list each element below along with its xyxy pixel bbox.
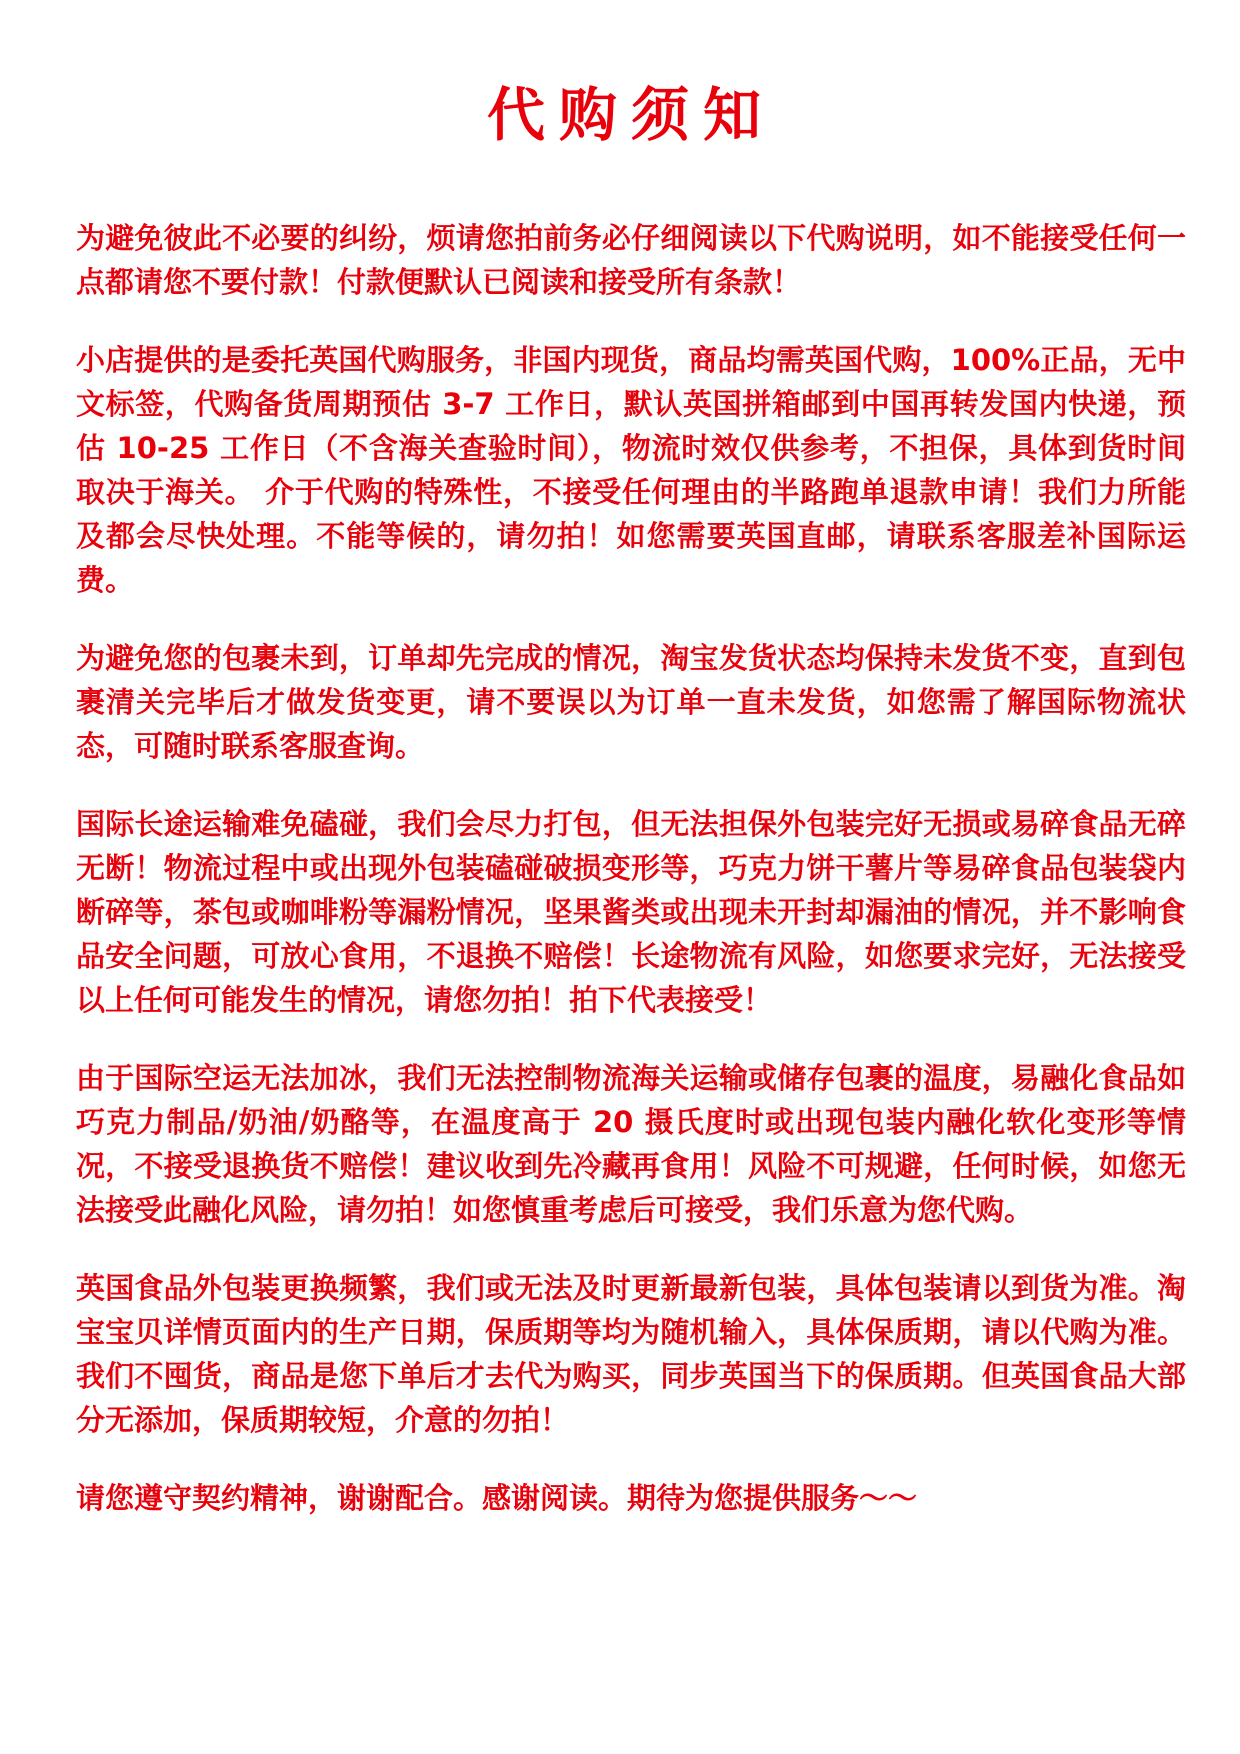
paragraph-closing: 请您遵守契约精神，谢谢配合。感谢阅读。期待为您提供服务～～ bbox=[76, 1481, 918, 1515]
paragraph-melting-risk: 由于国际空运无法加冰，我们无法控制物流海关运输或储存包裹的温度，易融化食品如巧克力制品/奶油/奶酪等，在温度高于 20 摄氏度时或出现包装内融化软化变形等情况，不接受退换货不赔偿！建议收到先冷藏再食用！风险不可规避，任何时候，如您无法接受此融化风险，请勿拍！如您慎重考虑后可接受，我们乐意为您代购。 bbox=[76, 1061, 1186, 1227]
paragraph-packaging-expiry: 英国食品外包装更换频繁，我们或无法及时更新最新包装，具体包装请以到货为准。淘宝宝贝详情页面内的生产日期，保质期等均为随机输入，具体保质期，请以代购为准。我们不囤货，商品是您下单后才去代为购买，同步英国当下的保质期。但英国食品大部分无添加，保质期较短，介意的勿拍！ bbox=[76, 1271, 1186, 1437]
paragraph-intro: 为避免彼此不必要的纠纷，烦请您拍前务必仔细阅读以下代购说明，如不能接受任何一点都请您不要付款！付款便默认已阅读和接受所有条款！ bbox=[76, 221, 1186, 299]
page-title: 代购须知 bbox=[486, 81, 775, 149]
paragraph-shipping-status: 为避免您的包裹未到，订单却先完成的情况，淘宝发货状态均保持未发货不变，直到包裹清关完毕后才做发货变更，请不要误以为订单一直未发货，如您需了解国际物流状态，可随时联系客服查询。 bbox=[76, 641, 1186, 763]
paragraph-transport-damage: 国际长途运输难免磕碰，我们会尽力打包，但无法担保外包装完好无损或易碎食品无碎无断！物流过程中或出现外包装磕碰破损变形等，巧克力饼干薯片等易碎食品包装袋内断碎等，茶包或咖啡粉等漏粉情况，坚果酱类或出现未开封却漏油的情况，并不影响食品安全问题，可放心食用，不退换不赔偿！长途物流有风险，如您要求完好，无法接受以上任何可能发生的情况，请您勿拍！拍下代表接受！ bbox=[76, 807, 1186, 1017]
paragraph-service: 小店提供的是委托英国代购服务，非国内现货，商品均需英国代购，100%正品，无中文标签，代购备货周期预估 3-7 工作日，默认英国拼箱邮到中国再转发国内快递，预估 10-25 工作日（不含海关查验时间），物流时效仅供参考，不担保，具体到货时间取决于海关。 介于代购的特殊性，不接受任何理由的半路跑单退款申请！我们力所能及都会尽快处理。不能等候的，请勿拍！如您需要英国直邮，请联系客服差补国际运费。 bbox=[76, 343, 1186, 597]
